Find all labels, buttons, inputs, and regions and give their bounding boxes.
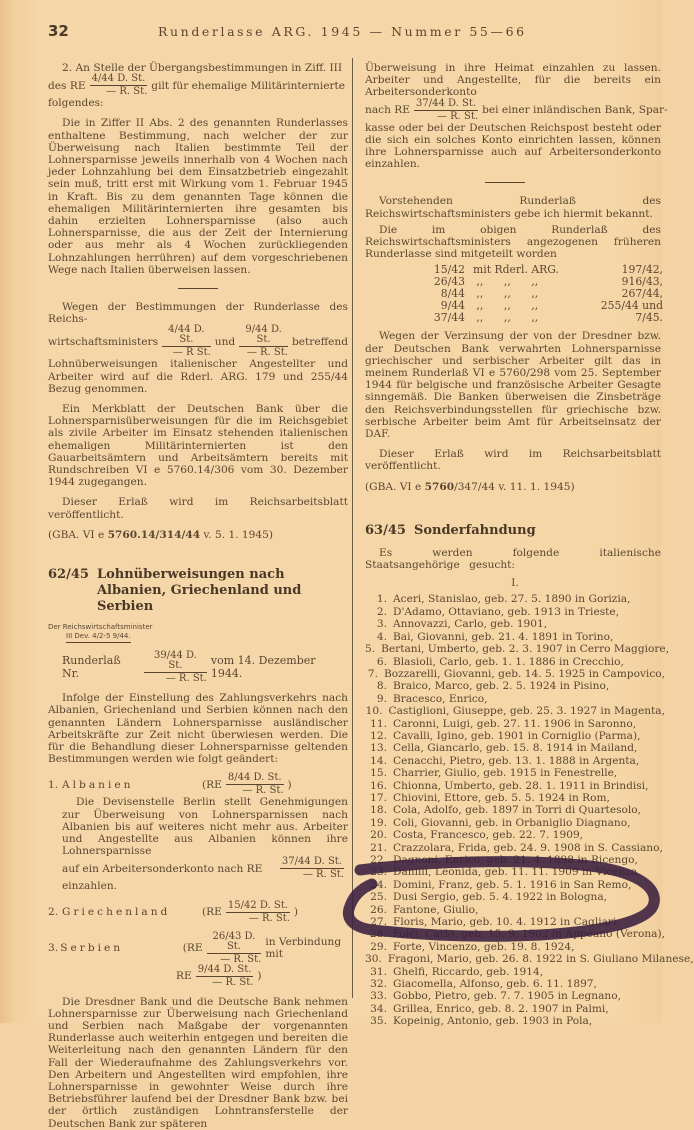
country-reference (202, 773, 292, 796)
wanted-person-item (365, 767, 665, 779)
person-details: Blasioli, Carlo, geb. 1. 1. 1886 in Crecchio, (393, 655, 624, 668)
person-number: 25. (370, 891, 387, 904)
person-number: 34. (370, 1002, 387, 1015)
fraction-4-44 (162, 325, 211, 358)
re-close: ) (257, 969, 262, 982)
wanted-person-item (365, 829, 665, 841)
fraction-numerator: 37/44 D. St. (281, 856, 342, 868)
wanted-person-item (365, 1015, 665, 1027)
ref-via: ,, ,, ,, (473, 299, 539, 313)
para-publish: Dieser Erlaß wird im Reichsarbeitsblatt veröffentlicht. (365, 448, 661, 473)
albanien-text-line2 (62, 857, 348, 880)
para1-line2 (48, 74, 348, 97)
person-details: Fantone, Giulio, (393, 903, 479, 916)
person-details: Costa, Francesco, geb. 22. 7. 1909, (393, 829, 584, 842)
fraction-15-42 (226, 901, 290, 924)
person-number: 23. (370, 866, 387, 879)
wanted-person-item (365, 804, 665, 816)
para3-line3: Lohnüberweisungen italienischer Angestellter und Arbeiter wird auf die Rderl. ARG. 179 und 255/44 Bezug genommen. (48, 358, 348, 395)
wanted-person-item (365, 904, 665, 916)
continuation-line1: Überweisung in ihre Heimat einzahlen zu lassen. Arbeiter und Angestellte, für die bereits ein Arbeitersonderkonto (365, 62, 661, 99)
person-number: 10. (365, 705, 383, 718)
ref-arg: 255/44 und (600, 299, 663, 313)
fraction-numerator: 26/43 D. St. (207, 932, 262, 954)
section-62-intro: Infolge der Einstellung des Zahlungsverkehrs nach Albanien, Griechenland und Serbien können nach den genannten Ländern Lohnersparnisse ausländischer Arbeitskräfte zur Zeit nicht überwiesen werden. Die für die Behandlung dieser Lohnersparnisse geltenden Bestimmungen werden wie folgt geändert: (48, 692, 348, 766)
albanien-text-block (62, 796, 348, 892)
ref-prefix: (GBA. VI e (365, 480, 422, 493)
wanted-person-item (365, 891, 665, 903)
para4: Ein Merkblatt der Deutschen Bank über die Lohnersparnisüberweisungen für die im Reichsgebiet als zivile Arbeiter im Einsatz stehenden italienischen ehemaligen Militärinternierten ist den Gauarbeitsämtern und Arbeitsämtern bereits mit Rundschreiben VI e 5760.14/306 vom 30. Dezember 1944 zugegangen. (48, 403, 348, 489)
wanted-person-item (365, 953, 694, 966)
wanted-person-item (365, 668, 665, 680)
person-number: 24. (370, 878, 387, 891)
person-number: 26. (370, 903, 387, 916)
person-details: Cavalli, Igino, geb. 1901 in Corniglio (Parma), (393, 729, 641, 742)
para1-line1: 2. An Stelle der Übergangsbestimmungen in Ziff. III (62, 62, 343, 74)
fraction-numerator: 39/44 D. St. (144, 651, 207, 673)
wanted-person-item (365, 643, 670, 656)
wanted-person-item (365, 755, 665, 767)
person-details: Dusi Sergio, geb. 5. 4. 1922 in Bologna, (393, 891, 608, 904)
person-number: 13. (370, 742, 387, 755)
wanted-persons-list (365, 593, 694, 1028)
section-number: 62/45 (48, 567, 89, 583)
country-item-serbien (48, 932, 348, 965)
fraction-37-44 (280, 857, 344, 880)
re-close: ) (293, 905, 299, 918)
para1-prefix: des RE (48, 79, 86, 92)
person-details: Charrier, Giulio, geb. 1915 in Fenestrelle, (393, 767, 618, 780)
person-number: 33. (370, 990, 387, 1003)
ref-arg: 7/45. (635, 311, 663, 325)
person-number: 8. (376, 680, 387, 693)
person-details: Floris, Mario, geb. 10. 4. 1912 in Cagliari, (393, 916, 620, 929)
authority-line1: Der Reichswirtschaftsminister (48, 623, 153, 632)
fraction-denominator: — R. St. (165, 673, 207, 685)
cont-suffix: bei einer inländischen Bank, Spar- (482, 104, 668, 116)
person-details: Gobbo, Pietro, geb. 7. 7. 1905 in Legnano, (393, 990, 621, 1003)
person-details: Annovazzi, Carlo, geb. 1901, (393, 618, 548, 631)
wanted-person-item (365, 792, 665, 804)
person-details: Bracesco, Enrico, (393, 692, 488, 705)
person-details: Braico, Marco, geb. 2. 5. 1924 in Pisino, (393, 680, 610, 693)
re-label: (RE (202, 905, 222, 918)
fraction-denominator: — R. St. (106, 86, 148, 98)
ref-via: ,, ,, ,, (473, 311, 539, 325)
person-number: 28. (369, 928, 387, 941)
ref-re: 26/43 (433, 275, 465, 289)
page-header (0, 22, 662, 42)
wanted-person-item (365, 879, 665, 891)
person-number: 12. (370, 729, 387, 742)
person-details: Dagnoni, Enrico, geb. 21. 4. 1898 in Ricengo, (393, 854, 638, 867)
para2: Die in Ziffer II Abs. 2 des genannten Runderlasses enthaltene Bestimmung, nach welcher der zur Überweisung nach Italien bestimmte Teil der Lohnersparnisse jeweils innerhalb von 4 Wochen nach jeder Lohnzahlung bei dem Einsatzbetrieb eingezahlt sein muß, tritt erst mit Wirkung vom 1. Februar 1945 in Kraft. Bis zu dem genannten Tage können die ehemaligen Militärinternierten ihre gesamten bis dahin erzielten Lohnersparnisse (also auch Lohnersparnisse, die aus der Zeit der Internierung oder aus mehr als 4 Wochen zurückliegenden Lohnzahlungen herrühren) auf dem vorgeschriebenen Wege nach Italien überweisen lassen. (48, 117, 348, 276)
person-details: Bertani, Umberto, geb. 2. 3. 1907 in Cerro Maggiore, (381, 643, 670, 656)
wanted-person-item (365, 631, 665, 643)
para-announce: Vorstehenden Runderlaß des Reichswirtschaftsministers gebe ich hiermit bekannt. (365, 195, 661, 220)
reference-left (48, 529, 348, 541)
person-details: Castiglioni, Giuseppe, geb. 25. 3. 1927 in Magenta, (388, 705, 665, 718)
person-number: 21. (370, 841, 387, 854)
reference-table (431, 264, 665, 324)
person-number: 22. (370, 854, 387, 867)
person-number: 20. (370, 829, 387, 842)
fraction-denominator: — R. St. (220, 953, 262, 965)
wanted-person-item (365, 916, 665, 928)
person-details: Cenacchi, Pietro, geb. 13. 1. 1888 in Argenta, (393, 754, 640, 767)
person-details: Fragoni, Mario, geb. 26. 8. 1922 in S. Giuliano Milanese, (387, 953, 694, 966)
person-details: Domini, Franz, geb. 5. 1. 1916 in San Remo, (393, 878, 632, 891)
section-number: 63/45 (365, 522, 406, 538)
ref-via: mit Rderl. ARG. (473, 263, 559, 277)
wanted-person-item (365, 780, 665, 792)
person-number: 19. (370, 816, 387, 829)
person-details: Caronni, Luigi, geb. 27. 11. 1906 in Saronno, (393, 717, 637, 730)
person-details: Grillea, Enrico, geb. 8. 2. 1907 in Palmi, (393, 1002, 609, 1015)
wanted-person-item (365, 842, 665, 854)
ref-number: 5760.14/314/44 (107, 528, 201, 541)
para3-and: und (214, 335, 236, 348)
person-details: Coli, Giovanni, geb. in Orbaniglio Diagnano, (393, 816, 631, 829)
fraction-37-44 (414, 99, 478, 122)
person-number: 35. (370, 1015, 387, 1028)
fraction-denominator: — R St. (172, 347, 211, 359)
section-62-closing: Die Dresdner Bank und die Deutsche Bank nehmen Lohnersparnisse zur Überweisung nach Griechenland und Serbien nach Maßgabe der vorgenannten Runderlasse auch weiterhin entgegen und bereiten die Weiterleitung nach den genannten Ländern für den Fall der Wiederaufnahme des Zahlungsverkehrs vor. Den Arbeitern und Angestellten wird empfohlen, ihre Lohnersparnisse in gewohnter Weise durch ihre Betriebsführer laufend bei der Dresdner Bank bzw. bei der örtlich zuständigen Lohntransferstelle der Deutschen Bank zur späteren (48, 995, 348, 1130)
authority-line2: III Dev. 4/2-5 9/44. (66, 632, 131, 643)
re-label: (RE (202, 778, 222, 791)
decree-suffix: vom 14. Dezember 1944. (210, 654, 316, 680)
fraction-denominator: — R. St. (248, 912, 290, 924)
person-number: 31. (370, 965, 387, 978)
re-close: ) (287, 778, 292, 791)
fraction-numerator: 4/44 D. St. (91, 73, 146, 85)
serbien-second-reference (176, 965, 348, 988)
ref-number: 5760 (424, 480, 455, 493)
wanted-person-item (365, 618, 665, 630)
person-number: 17. (370, 791, 387, 804)
albanien-text: Die Devisenstelle Berlin stellt Genehmigungen zur Überweisung von Lohnersparnissen nach Albanien bis auf weiteres nicht mehr aus. Arbeiter und Angestellte aus Albanien können ihre Lohnersparnisse (62, 796, 348, 858)
authority-stamp (48, 623, 348, 643)
wanted-person-item (365, 718, 665, 730)
fraction-re-4-44 (90, 74, 148, 97)
fraction-numerator: 8/44 D. St. (227, 772, 282, 784)
person-number: 30. (365, 953, 382, 966)
person-number: 14. (370, 754, 387, 767)
person-number: 6. (376, 655, 387, 668)
person-number: 2. (376, 605, 387, 618)
person-details: Cola, Adolfo, geb. 1897 in Torri di Quartesolo, (393, 804, 642, 817)
ref-date: /347/44 v. 11. 1. 1945) (454, 480, 575, 493)
person-number: 7. (367, 667, 378, 680)
ref-arg: 267/44, (621, 287, 663, 301)
fraction-39-44 (144, 651, 207, 684)
person-number: 18. (370, 804, 387, 817)
ref-via: ,, ,, ,, (473, 287, 539, 301)
person-details: Danilli, Leonida, geb. 11. 11. 1909 in Vicenza, (393, 866, 641, 879)
country-reference (183, 932, 348, 965)
re-label: (RE (182, 941, 203, 954)
item-number: 3. (48, 941, 59, 954)
wanted-person-item (365, 705, 665, 717)
para1-line3: folgendes: (48, 97, 104, 110)
wanted-person-item (365, 693, 665, 705)
fraction-numerator: 15/42 D. St. (227, 899, 288, 911)
albanien-text-line3: einzahlen. (62, 880, 118, 893)
person-details: Kopeinig, Antonio, geb. 1903 in Pola, (393, 1015, 593, 1028)
wanted-person-item (365, 656, 665, 668)
ref-re: 37/44 (433, 311, 465, 325)
re-close: in Verbindung mit (265, 935, 342, 961)
ref-re: 9/44 (440, 299, 465, 313)
country-reference (202, 901, 298, 924)
ref-prefix: (GBA. VI e (48, 528, 105, 541)
country-name: Albanien (62, 778, 134, 791)
person-details: Aceri, Stanislao, geb. 27. 5. 1890 in Gorizia, (393, 593, 631, 606)
wanted-person-item (365, 854, 665, 866)
reference-row (431, 300, 665, 312)
person-details: Chiovini, Ettore, geb. 5. 5. 1924 in Rom, (393, 791, 610, 804)
decree-line (62, 651, 348, 684)
reference-row (431, 312, 665, 324)
country-item-albanien (48, 773, 348, 796)
list-part-numeral: I. (511, 577, 519, 590)
person-number: 9. (376, 692, 387, 705)
continuation-line3: kasse oder bei der Deutschen Reichspost besteht oder die sich ein solches Konto einrichten lassen, können ihre Lohnersparnisse auch auf Arbeitersonderkonto einzahlen. (365, 121, 661, 171)
fraction-numerator: 9/44 D. St. (239, 325, 288, 347)
fraction-denominator: — R. St. (246, 347, 288, 359)
ref-via: ,, ,, ,, (473, 275, 539, 289)
cont-prefix: nach RE (365, 104, 410, 116)
wanted-person-item (365, 928, 665, 940)
person-number: 4. (376, 630, 387, 643)
running-title: Runderlasse ARG. 1945 — Nummer 55—66 (158, 24, 527, 39)
person-number: 3. (376, 618, 387, 631)
country-name: Griechenland (62, 905, 171, 918)
fraction-9-44 (239, 325, 288, 358)
section-title: Lohnüberweisungen nach Albanien, Griechenland und Serbien (96, 567, 302, 615)
person-details: Cella, Giancarlo, geb. 15. 8. 1914 in Mailand, (393, 742, 638, 755)
person-number: 29. (370, 940, 387, 953)
fraction-numerator: 4/44 D. St. (162, 325, 211, 347)
wanted-person-item (365, 866, 665, 878)
wanted-person-item (365, 730, 665, 742)
section-63-intro: Es werden folgende italienische Staatsangehörige gesucht: (365, 546, 661, 572)
fraction-denominator: — R. St. (436, 110, 479, 122)
item-number: 1. (48, 778, 59, 791)
fraction-9-44 (196, 965, 254, 988)
person-details: Bai, Giovanni, geb. 21. 4. 1891 in Torino, (393, 630, 614, 643)
fraction-denominator: — R. St. (212, 976, 254, 988)
fraction-denominator: — R. St. (302, 869, 344, 881)
column-divider (352, 58, 353, 998)
wanted-person-item (365, 606, 665, 618)
left-column (48, 62, 348, 1130)
fraction-denominator: — R. St. (242, 785, 284, 797)
para-interest: Wegen der Verzinsung der von der Dresdner bzw. der Deutschen Bank verwahrten Lohnersparnisse griechischer und serbischer Arbeiter gilt das in meinem Runderlaß VI e 5760/298 vom 25. September 1944 für belgische und französische Arbeiter Gesagte sinngemäß. Die Banken überweisen die Zinsbeträge den Reichsverbindungsstellen für griechische bzw. serbische Arbeiter beim Amt für Arbeitseinsatz der DAF. (365, 330, 661, 441)
para3-suffix: betreffend (291, 335, 348, 348)
ref-arg: 197/42, (621, 263, 663, 277)
person-number: 16. (370, 779, 387, 792)
para1-suffix: gilt für ehemalige Militärinternierte (151, 79, 346, 92)
wanted-person-item (365, 742, 665, 754)
ref-re: 15/42 (433, 263, 465, 277)
fraction-8-44 (226, 773, 284, 796)
page-number: 32 (48, 22, 69, 40)
person-details: D'Adamo, Ottaviano, geb. 1913 in Trieste, (393, 605, 620, 618)
ref-date: v. 5. 1. 1945) (203, 528, 274, 541)
person-details: Forte, Vincenzo, geb. 19. 8. 1924, (393, 940, 575, 953)
re-label: RE (176, 969, 192, 982)
person-number: 11. (370, 717, 387, 730)
person-details: Folci, Carlo, geb. 15. 9. 1902 in Appeano (Verona), (392, 928, 665, 941)
para5: Dieser Erlaß wird im Reichsarbeitsblatt veröffentlicht. (48, 496, 348, 521)
reference-right (365, 481, 665, 493)
albanien-prefix: auf ein Arbeitersonderkonto nach RE (62, 862, 263, 875)
country-name: Serbien (60, 941, 124, 954)
person-details: Crazzolara, Frida, geb. 24. 9. 1908 in S. Cassiano, (393, 841, 663, 854)
decree-prefix: Runderlaß Nr. (62, 654, 121, 680)
person-number: 27. (370, 916, 387, 929)
fraction-numerator: 9/44 D. St. (197, 963, 252, 975)
wanted-person-item (365, 817, 665, 829)
person-details: Bozzarelli, Giovanni, geb. 14. 5. 1925 in Campovico, (383, 667, 665, 680)
separator-rule (485, 182, 525, 183)
person-number: 32. (370, 978, 387, 991)
section-63-heading (365, 523, 665, 539)
section-62-heading (48, 567, 348, 615)
continuation-line2 (365, 97, 668, 122)
person-number: 1. (376, 593, 387, 606)
para3-line1: Wegen der Bestimmungen der Runderlasse des Reichs- (48, 301, 348, 326)
person-details: Giacomella, Alfonso, geb. 6. 11. 1897, (393, 978, 597, 991)
item-number: 2. (48, 905, 59, 918)
para3-prefix: wirtschaftsministers (48, 335, 159, 348)
fraction-26-43 (207, 932, 262, 965)
para-refs: Die im obigen Runderlaß des Reichswirtschaftsministers angezogenen früheren Runderlasse sind mitgeteilt worden (365, 223, 661, 261)
wanted-person-item (365, 593, 665, 605)
wanted-person-item (365, 680, 665, 692)
wanted-person-item (365, 978, 665, 990)
fraction-numerator: 37/44 D. St. (415, 97, 477, 109)
person-number: 5. (365, 643, 376, 656)
section-title: Sonderfahndung (413, 522, 536, 538)
ref-arg: 916/43, (621, 275, 663, 289)
wanted-person-item (365, 1003, 665, 1015)
para3-line2 (48, 325, 348, 358)
right-column (365, 62, 694, 1028)
country-item-griechenland (48, 901, 348, 924)
person-details: Chionna, Umberto, geb. 28. 1. 1911 in Brindisi, (393, 779, 649, 792)
wanted-person-item (365, 941, 665, 953)
wanted-person-item (365, 966, 665, 978)
person-number: 15. (370, 767, 387, 780)
person-details: Ghelfi, Riccardo, geb. 1914, (393, 965, 544, 978)
ref-re: 8/44 (440, 287, 465, 301)
wanted-person-item (365, 990, 665, 1002)
separator-rule (178, 288, 218, 289)
